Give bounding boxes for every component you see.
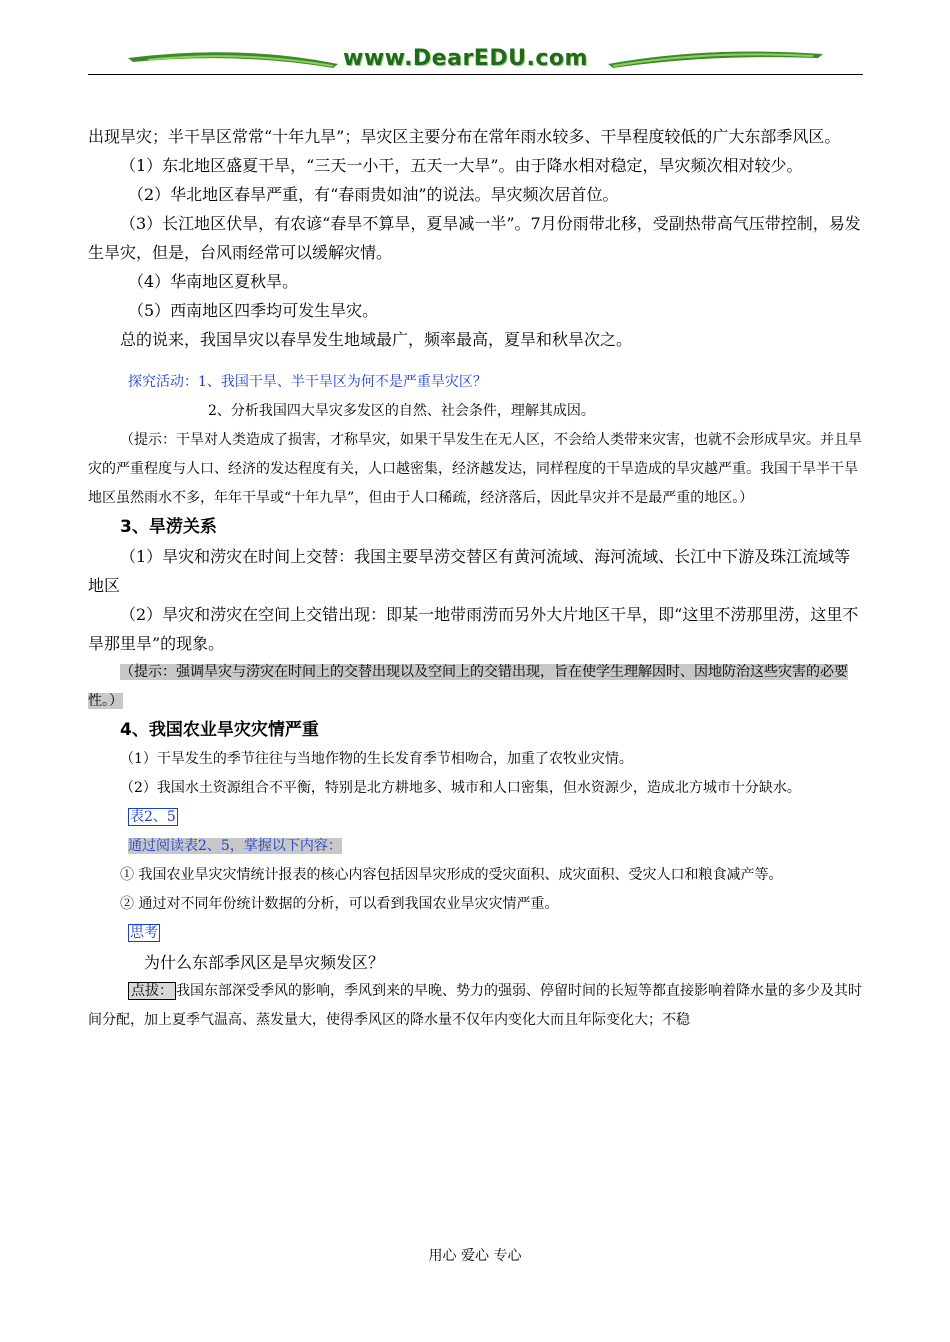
explore-question-2: 2、分析我国四大旱灾多发区的自然、社会条件，理解其成因。 [208, 403, 595, 419]
think-box: 思考 [130, 925, 158, 941]
read-table-highlight: 通过阅读表2、5，掌握以下内容： [128, 838, 342, 854]
site-logo[interactable]: www.DearEDU.com [343, 46, 588, 71]
section-heading-3: 3、旱涝关系 [120, 517, 217, 537]
point-label: 点拔： [128, 982, 176, 1000]
point-text: 我国东部深受季风的影响，季风到来的早晚、势力的强弱、停留时间的长短等都直接影响着降水量的多少及其时间分配，加上夏季气温高、蒸发量大，使得季风区的降水量不仅年内变化大而且年际变化大；不稳 [88, 983, 862, 1028]
paragraph: 出现旱灾；半干旱区常常“十年九旱”；旱灾区主要分布在常年雨水较多、干旱程度较低的广大东部季风区。 [88, 127, 841, 146]
table-reference-line [88, 803, 863, 832]
paragraph: （2）我国水土资源组合不平衡，特别是北方耕地多、城市和人口密集，但水资源少，造成北方城市十分缺水。 [120, 780, 801, 796]
table-reference-box: 表2、5 [130, 809, 176, 825]
hint-highlight: （提示：强调旱灾与涝灾在时间上的交替出现以及空间上的交错出现，旨在使学生理解因时、因地防治这些灾害的必要性。） [88, 664, 848, 709]
page-footer: 用心 爱心 专心 [428, 1248, 522, 1264]
point-paragraph [88, 977, 863, 1035]
paragraph: （1）干旱发生的季节往往与当地作物的生长发育季节相吻合，加重了农牧业灾情。 [120, 751, 633, 767]
hint-paragraph [88, 658, 863, 716]
explore-label: 探究活动： [128, 374, 198, 390]
paragraph: （2）旱灾和涝灾在空间上交错出现：即某一地带雨涝而另外大片地区干旱，即“这里不涝那里涝，这里不旱那里旱”的现象。 [88, 605, 859, 653]
paragraph: ① 我国农业旱灾灾情统计报表的核心内容包括因旱灾形成的受灾面积、成灾面积、受灾人口和粮食减产等。 [120, 867, 783, 883]
explore-question-1: 1、我国干旱、半干旱区为何不是严重旱灾区？ [198, 374, 487, 390]
section-heading-4: 4、我国农业旱灾灾情严重 [120, 720, 319, 740]
read-table-line [88, 832, 863, 861]
explore-activity [88, 368, 863, 397]
paragraph: （1）旱灾和涝灾在时间上交替：我国主要旱涝交替区有黄河流域、海河流域、长江中下游及珠江流域等地区 [88, 547, 851, 595]
paragraph: （4）华南地区夏秋旱。 [128, 272, 299, 291]
header-divider [88, 74, 863, 75]
paragraph: 总的说来，我国旱灾以春旱发生地域最广，频率最高，夏旱和秋旱次之。 [120, 330, 633, 349]
paragraph: （1）东北地区盛夏干旱，“三天一小干，五天一大旱”。由于降水相对稳定，旱灾频次相对较少。 [120, 156, 803, 175]
document-body [88, 122, 863, 1035]
paragraph: （5）西南地区四季均可发生旱灾。 [128, 301, 379, 320]
paragraph: ② 通过对不同年份统计数据的分析，可以看到我国农业旱灾灾情严重。 [120, 896, 559, 912]
paragraph: （2）华北地区春旱严重，有“春雨贵如油”的说法。旱灾频次居首位。 [128, 185, 619, 204]
question: 为什么东部季风区是旱灾频发区？ [144, 953, 385, 972]
paragraph: （3）长江地区伏旱，有农谚“春旱不算旱，夏旱减一半”。7月份雨带北移，受副热带高气压带控制，易发生旱灾，但是，台风雨经常可以缓解灾情。 [88, 214, 861, 262]
hint-paragraph: （提示：干旱对人类造成了损害，才称旱灾，如果干旱发生在无人区，不会给人类带来灾害，也就不会形成旱灾。并且旱灾的严重程度与人口、经济的发达程度有关，人口越密集，经济越发达，同样程度的干旱造成的旱灾越严重。我国干旱半干旱地区虽然雨水不多，年年干旱或“十年九旱”，但由于人口稀疏，经济落后，因此旱灾并不是最严重的地区。） [88, 432, 862, 506]
think-line [88, 919, 863, 948]
